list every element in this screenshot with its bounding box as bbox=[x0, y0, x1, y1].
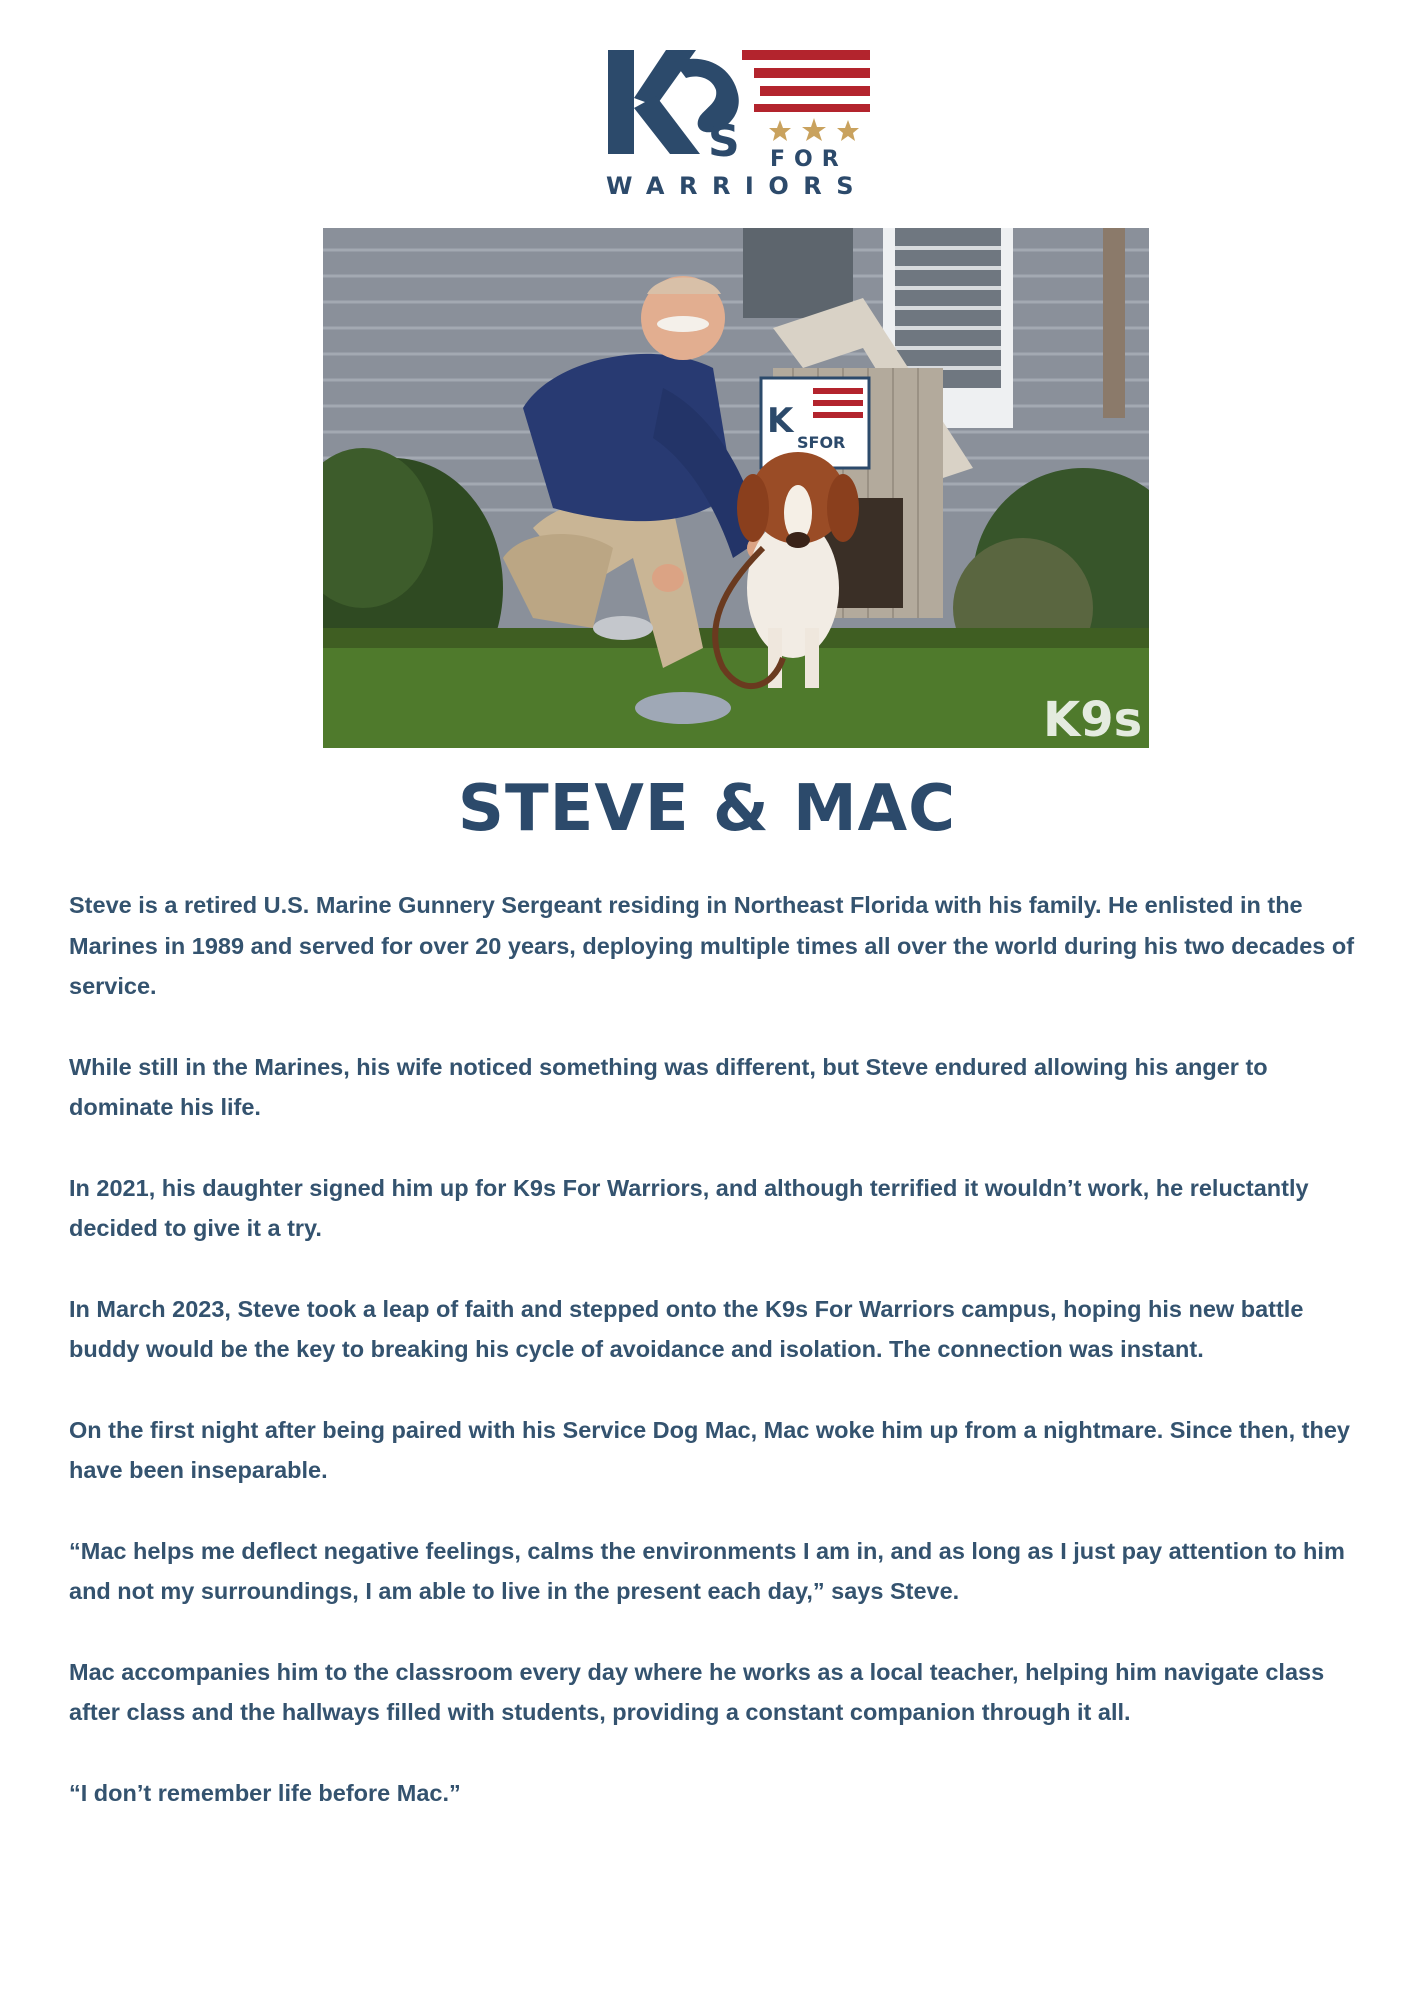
paragraph-campus: In March 2023, Steve took a leap of faith and stepped onto the K9s For Warriors campus, hoping his new battle buddy would be the key to breaking his cycle of avoidance and isolation. The connection was instant. bbox=[69, 1295, 1304, 1362]
doghouse-sign-text: SFOR bbox=[797, 433, 846, 452]
paragraph-anger: While still in the Marines, his wife noticed something was different, but Steve endured allowing his anger to dominate his life. bbox=[69, 1053, 1268, 1120]
hero-photo bbox=[323, 228, 1149, 748]
logo-warriors-text: WARRIORS bbox=[606, 172, 869, 198]
k9s-for-warriors-logo bbox=[604, 48, 874, 198]
paragraph-signup: In 2021, his daughter signed him up for K9s For Warriors, and although terrified it wouldn’t work, he reluctantly decided to give it a try. bbox=[69, 1174, 1309, 1241]
svg-text:K: K bbox=[767, 401, 794, 441]
page-title: STEVE & MAC bbox=[457, 772, 957, 846]
logo-stars bbox=[769, 118, 859, 141]
photo-watermark: K9s bbox=[1043, 692, 1143, 748]
logo-flag-stripes bbox=[742, 50, 870, 112]
logo-s-letter: S bbox=[708, 116, 740, 167]
paragraph-first-night: On the first night after being paired with his Service Dog Mac, Mac woke him up from a nightmare. Since then, they have been inseparable. bbox=[69, 1416, 1350, 1483]
story-body bbox=[69, 885, 1359, 1853]
paragraph-intro: Steve is a retired U.S. Marine Gunnery Sergeant residing in Northeast Florida with his family. He enlisted in the Marines in 1989 and served for over 20 years, deploying multiple times all over the world during his two decades of service. bbox=[69, 892, 1355, 999]
tree-trunk bbox=[1103, 228, 1125, 418]
paragraph-quote: “Mac helps me deflect negative feelings, calms the environments I am in, and as long as I just pay attention to him and not my surroundings, I am able to live in the present each day,” says Steve. bbox=[69, 1537, 1345, 1604]
paragraph-classroom: Mac accompanies him to the classroom every day where he works as a local teacher, helping him navigate class after class and the hallways filled with students, providing a constant companion through it all. bbox=[69, 1658, 1325, 1725]
paragraph-closing-quote: “I don’t remember life before Mac.” bbox=[69, 1779, 461, 1806]
logo-for-text: FOR bbox=[770, 147, 848, 172]
